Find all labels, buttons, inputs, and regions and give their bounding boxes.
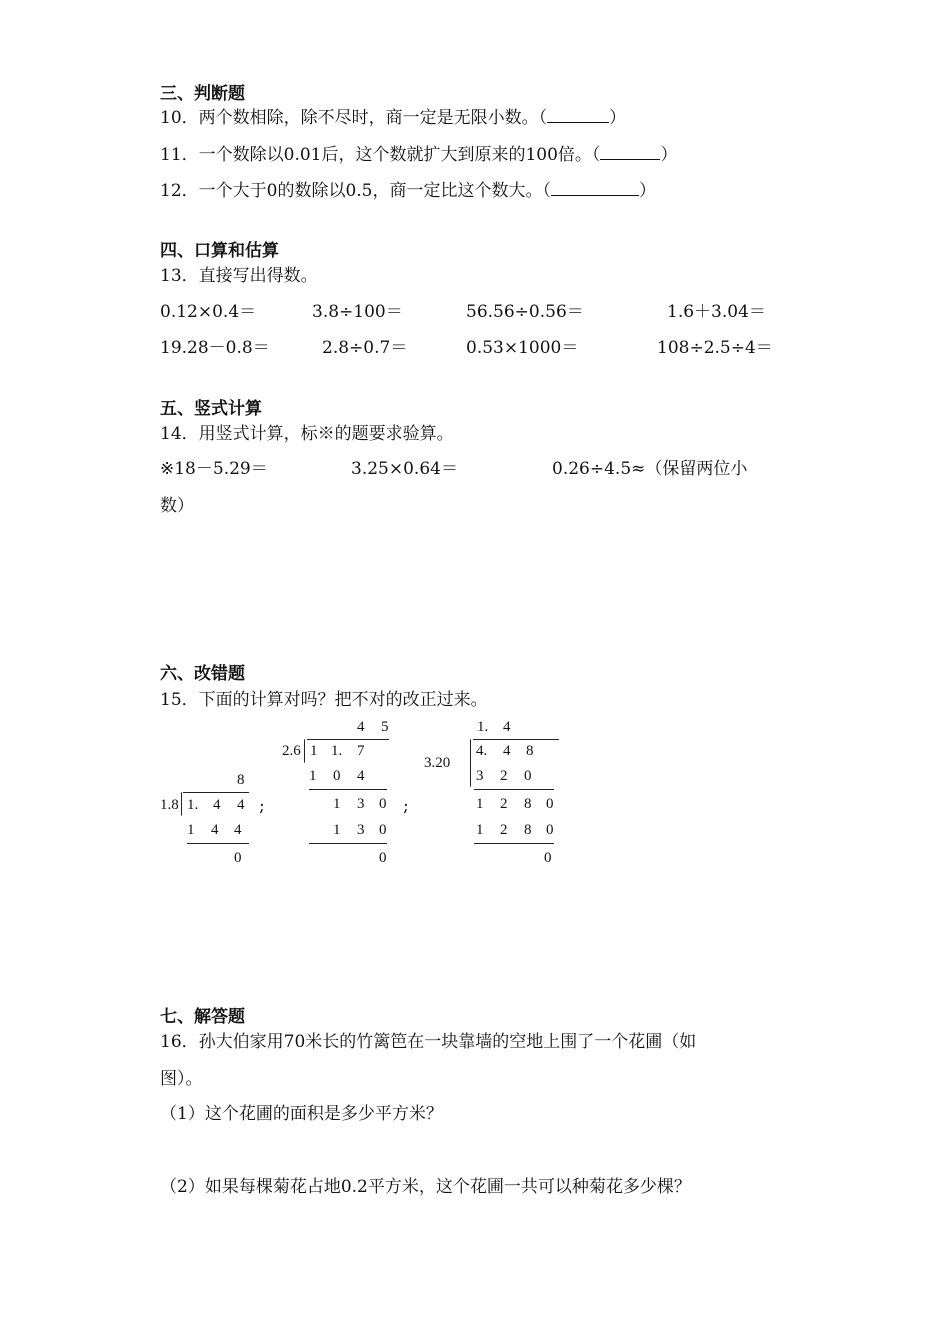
- div1-subtract-digit: 4: [234, 822, 242, 838]
- div2-subtract-digit: 4: [357, 768, 365, 784]
- calc-3: 56.56÷0.56＝: [466, 302, 584, 322]
- div2-line: [309, 843, 387, 844]
- div3-remainder: 0: [544, 850, 552, 866]
- question-11: [160, 140, 677, 165]
- div1-bar: [183, 792, 249, 793]
- section-5-title: 五、竖式计算: [160, 399, 262, 419]
- separator-2: ;: [403, 796, 409, 816]
- div1-remainder: 0: [234, 850, 242, 866]
- section-4-title: 四、口算和估算: [160, 241, 279, 261]
- div1-divisor: 1.8: [160, 797, 179, 813]
- div3-bring-digit: 0: [546, 796, 554, 812]
- div3-subtract-digit: 2: [500, 768, 508, 784]
- div1-subtract-digit: 1: [187, 822, 195, 838]
- question-12: [160, 176, 656, 201]
- vertical-calc-3-cont: 数）: [160, 496, 194, 516]
- calc-5: 19.28－0.8＝: [160, 338, 270, 358]
- calc-7: 0.53×1000＝: [466, 338, 579, 358]
- div3-dividend-digit: 4.: [476, 743, 488, 759]
- div2-bring-digit: 0: [379, 796, 387, 812]
- div3-quotient-digit: 1.: [477, 719, 489, 735]
- div1-quotient: 8: [237, 772, 245, 788]
- div1-subtract-digit: 4: [211, 822, 219, 838]
- div2-line: [309, 789, 387, 790]
- answer-blank-11[interactable]: [600, 145, 660, 160]
- question-16-part-1: （1）这个花圃的面积是多少平方米？: [160, 1104, 443, 1124]
- div3-subtract-digit: 8: [524, 822, 532, 838]
- div1-dividend-digit: 4: [237, 797, 245, 813]
- div3-subtract-digit: 2: [500, 822, 508, 838]
- calc-1: 0.12×0.4＝: [160, 302, 257, 322]
- section-6-title: 六、改错题: [160, 664, 245, 684]
- div2-bring-digit: 3: [357, 796, 365, 812]
- div2-subtract-digit: 1: [309, 768, 317, 784]
- section-7-title: 七、解答题: [160, 1007, 245, 1027]
- question-10-close: ）: [609, 108, 627, 128]
- div3-subtract-digit: 0: [546, 822, 554, 838]
- separator-1: ;: [259, 796, 265, 816]
- section-3-title: 三、判断题: [160, 84, 245, 104]
- div3-bring-digit: 8: [524, 796, 532, 812]
- div2-subtract-digit: 0: [379, 822, 387, 838]
- div2-divisor: 2.6: [282, 743, 301, 759]
- div3-line: [474, 843, 554, 844]
- question-16-line-2: 图）。: [160, 1069, 203, 1089]
- div2-bar: [307, 739, 389, 740]
- div2-dividend-digit: 1.: [331, 743, 343, 759]
- question-10-text: 10．两个数相除，除不尽时，商一定是无限小数。（: [160, 108, 548, 128]
- question-14: 14．用竖式计算，标※的题要求验算。: [160, 424, 454, 444]
- question-11-close: ）: [660, 145, 678, 165]
- div3-quotient-digit: 4: [503, 719, 511, 735]
- div3-dividend-digit: 4: [503, 743, 511, 759]
- answer-blank-10[interactable]: [547, 108, 609, 123]
- answer-blank-12[interactable]: [551, 181, 639, 196]
- question-12-text: 12．一个大于0的数除以0.5，商一定比这个数大。（: [160, 181, 551, 201]
- div3-divisor: 3.20: [424, 755, 451, 771]
- div2-quotient-digit: 5: [381, 719, 389, 735]
- div1-dividend-digit: 4: [213, 797, 221, 813]
- question-11-text: 11．一个数除以0.01后，这个数就扩大到原来的100倍。（: [160, 145, 601, 165]
- question-15: 15．下面的计算对吗？把不对的改正过来。: [160, 690, 488, 710]
- div2-dividend-digit: 1: [310, 743, 318, 759]
- div2-dividend-digit: 7: [357, 743, 365, 759]
- div3-line: [474, 789, 554, 790]
- div3-dividend-digit: 8: [526, 743, 534, 759]
- div3-bring-digit: 2: [500, 796, 508, 812]
- question-13: 13．直接写出得数。: [160, 266, 318, 286]
- div3-subtract-digit: 1: [476, 822, 484, 838]
- div2-quotient-digit: 4: [357, 719, 365, 735]
- question-16-part-2: （2）如果每棵菊花占地0.2平方米，这个花圃一共可以种菊花多少棵？: [160, 1177, 691, 1197]
- div2-bring-digit: 1: [333, 796, 341, 812]
- div2-subtract-digit: 3: [357, 822, 365, 838]
- div3-subtract-digit: 0: [524, 768, 532, 784]
- vertical-calc-2: 3.25×0.64＝: [351, 459, 458, 479]
- div3-bring-digit: 1: [476, 796, 484, 812]
- div3-bracket: [470, 739, 471, 787]
- div2-subtract-digit: 0: [333, 768, 341, 784]
- vertical-calc-1: ※18－5.29＝: [160, 459, 268, 479]
- div1-bracket: [181, 792, 182, 816]
- vertical-calc-3: 0.26÷4.5≈（保留两位小: [552, 459, 748, 479]
- calc-8: 108÷2.5÷4＝: [657, 338, 773, 358]
- div2-subtract-digit: 1: [333, 822, 341, 838]
- question-12-close: ）: [638, 181, 656, 201]
- question-16-line-1: 16．孙大伯家用70米长的竹篱笆在一块靠墙的空地上围了一个花圃（如: [160, 1032, 697, 1052]
- div2-bracket: [304, 739, 305, 763]
- question-10: [160, 103, 626, 128]
- calc-2: 3.8÷100＝: [312, 302, 403, 322]
- div1-line: [187, 843, 249, 844]
- calc-6: 2.8÷0.7＝: [322, 338, 408, 358]
- div3-subtract-digit: 3: [476, 768, 484, 784]
- calc-4: 1.6＋3.04＝: [667, 302, 766, 322]
- div1-dividend-digit: 1.: [187, 797, 199, 813]
- div2-remainder: 0: [379, 850, 387, 866]
- div3-bar: [473, 739, 559, 740]
